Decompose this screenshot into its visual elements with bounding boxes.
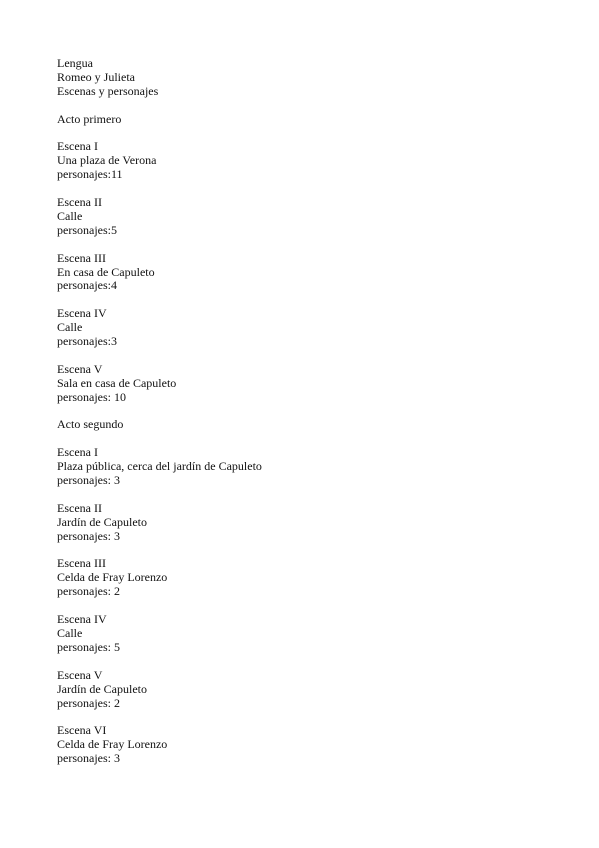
scene-place: Jardín de Capuleto xyxy=(57,514,147,529)
scene-characters: personajes:11 xyxy=(57,167,123,182)
scene-label: Escena V xyxy=(57,667,103,682)
scene-label: Escena II xyxy=(57,195,102,210)
scene-characters: personajes:4 xyxy=(57,278,117,293)
spacer xyxy=(57,655,557,669)
scene-place: Calle xyxy=(57,208,83,223)
act-heading: Acto primero xyxy=(57,111,122,126)
scene-label: Escena IV xyxy=(57,306,107,321)
scene-place: En casa de Capuleto xyxy=(57,264,155,279)
scene-characters: personajes: 5 xyxy=(57,639,120,654)
scene-label: Escena V xyxy=(57,361,103,376)
scene-label: Escena III xyxy=(57,250,106,265)
scene-place: Calle xyxy=(57,625,83,640)
spacer xyxy=(57,432,557,446)
spacer xyxy=(57,488,557,502)
spacer xyxy=(57,405,557,419)
scene-characters: personajes: 2 xyxy=(57,695,120,710)
spacer xyxy=(57,349,557,363)
scene-characters: personajes: 2 xyxy=(57,584,120,599)
spacer xyxy=(57,710,557,724)
spacer xyxy=(57,127,557,141)
scene-place: Una plaza de Verona xyxy=(57,153,157,168)
scene-characters: personajes: 3 xyxy=(57,528,120,543)
section-title: Escenas y personajes xyxy=(57,83,159,98)
scene-place: Plaza pública, cerca del jardín de Capuleto xyxy=(57,459,262,474)
spacer xyxy=(57,544,557,558)
scene-place: Celda de Fray Lorenzo xyxy=(57,737,168,752)
work-title: Romeo y Julieta xyxy=(57,69,135,84)
scene-characters: personajes: 3 xyxy=(57,473,120,488)
scene-place: Sala en casa de Capuleto xyxy=(57,375,177,390)
scene-characters: personajes:3 xyxy=(57,334,117,349)
scene-characters: personajes: 3 xyxy=(57,751,120,766)
scene-place: Calle xyxy=(57,320,83,335)
scene-characters: personajes:5 xyxy=(57,222,117,237)
scene-label: Escena IV xyxy=(57,612,107,627)
spacer xyxy=(57,238,557,252)
scene-characters: personajes: 10 xyxy=(57,389,126,404)
scene-label: Escena VI xyxy=(57,723,107,738)
scene-label: Escena I xyxy=(57,445,98,460)
scene-label: Escena I xyxy=(57,139,98,154)
spacer xyxy=(57,599,557,613)
scene-place: Celda de Fray Lorenzo xyxy=(57,570,168,585)
scene-label: Escena II xyxy=(57,500,102,515)
spacer xyxy=(57,99,557,113)
scene-label: Escena III xyxy=(57,556,106,571)
scene-place: Jardín de Capuleto xyxy=(57,681,147,696)
spacer xyxy=(57,182,557,196)
act-heading: Acto segundo xyxy=(57,417,124,432)
subject-title: Lengua xyxy=(57,56,93,70)
document-page xyxy=(57,57,557,766)
spacer xyxy=(57,293,557,307)
